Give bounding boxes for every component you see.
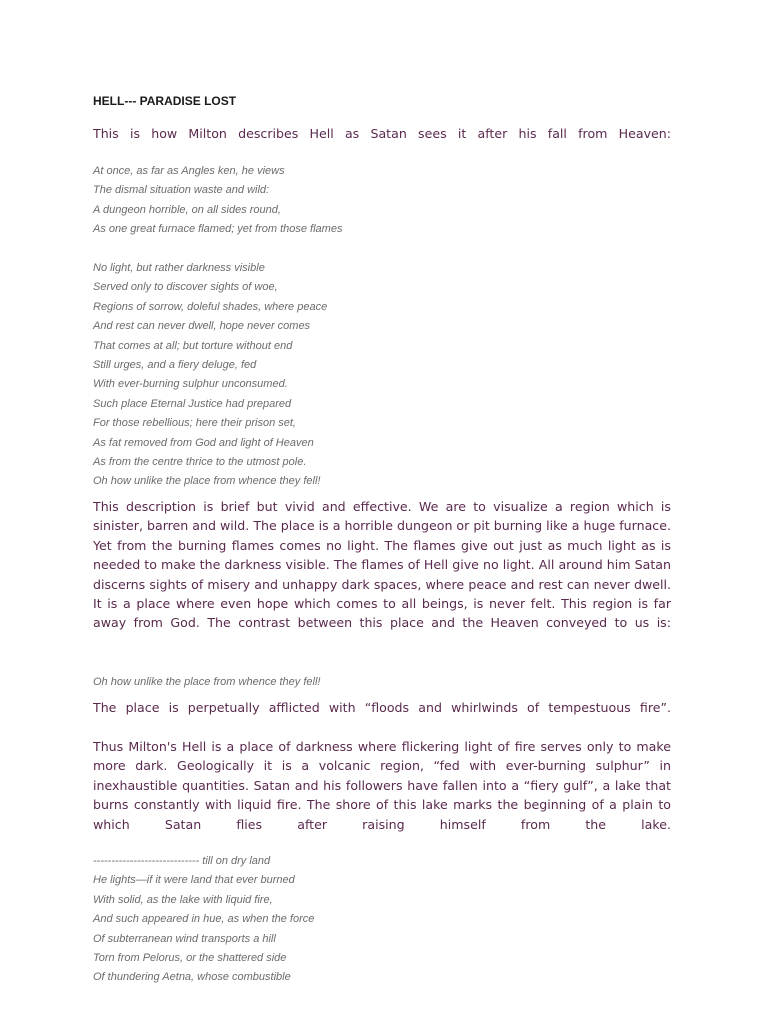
verse-line: Served only to discover sights of woe, <box>93 281 278 294</box>
verse-line: No light, but rather darkness visible <box>93 262 265 274</box>
description-paragraph: This description is brief but vivid and effective. We are to visualize a region which is sinister, barren and wild. The place is a horrible dungeon or pit burning like a huge furnace. Yet from the burning flames comes no light. The flames give out just as much light as is needed to make the darkness visible. The flames of Hell give no light. All around him Satan discerns sights of misery and unhappy dark spaces, where peace and rest can never dwell. It is a place where even hope which comes to all beings, is never felt. This region is far away from God. The contrast between this place and the Heaven conveyed to us is: <box>93 499 671 631</box>
verse-line: As from the centre thrice to the utmost pole. <box>93 456 307 469</box>
verse-line: As fat removed from God and light of Heaven <box>93 436 314 449</box>
verse-line: With ever-burning sulphur unconsumed. <box>93 378 288 391</box>
verse-line: Of thundering Aetna, whose combustible <box>93 971 291 984</box>
floods-paragraph: The place is perpetually afflicted with “floods and whirlwinds of tempestuous fire”. <box>93 700 671 715</box>
verse-line: Of subterranean wind transports a hill <box>93 932 276 945</box>
quote-line: Oh how unlike the place from whence they fell! <box>93 676 321 688</box>
verse-line: He lights—if it were land that ever burned <box>93 874 295 887</box>
verse-line: At once, as far as Angles ken, he views <box>93 165 285 177</box>
verse-line: The dismal situation waste and wild: <box>93 184 270 197</box>
verse-line: For those rebellious; here their prison set, <box>93 417 296 430</box>
verse-stanza-3 <box>93 852 314 988</box>
verse-line: That comes at all; but torture without end <box>93 339 293 352</box>
verse-stanza-2 <box>93 259 327 492</box>
verse-line: A dungeon horrible, on all sides round, <box>93 203 281 216</box>
verse-line: ----------------------------- till on dry land <box>93 855 271 867</box>
verse-line: And rest can never dwell, hope never comes <box>93 320 311 333</box>
verse-line: Regions of sorrow, doleful shades, where peace <box>93 300 328 313</box>
page-title: HELL--- PARADISE LOST <box>93 94 237 108</box>
verse-line: Oh how unlike the place from whence they fell! <box>93 475 321 488</box>
verse-line: As one great furnace flamed; yet from those flames <box>93 223 343 236</box>
verse-line: Torn from Pelorus, or the shattered side <box>93 952 287 965</box>
verse-line: Such place Eternal Justice had prepared <box>93 397 292 410</box>
verse-line: And such appeared in hue, as when the force <box>93 913 315 926</box>
intro-paragraph: This is how Milton describes Hell as Satan sees it after his fall from Heaven: <box>93 126 671 141</box>
darkness-paragraph: Thus Milton's Hell is a place of darkness where flickering light of fire serves only to make more dark. Geologically it is a volcanic region, “fed with ever-burning sulphur” in inexhaustible quantities. Satan and his followers have fallen into a “fiery gulf”, a lake that burns constantly with liquid fire. The shore of this lake marks the beginning of a plain to which Satan flies after raising himself from the lake. <box>93 739 671 832</box>
verse-line: With solid, as the lake with liquid fire, <box>93 893 273 906</box>
verse-line: Still urges, and a fiery deluge, fed <box>93 359 257 372</box>
verse-stanza-1 <box>93 162 342 240</box>
